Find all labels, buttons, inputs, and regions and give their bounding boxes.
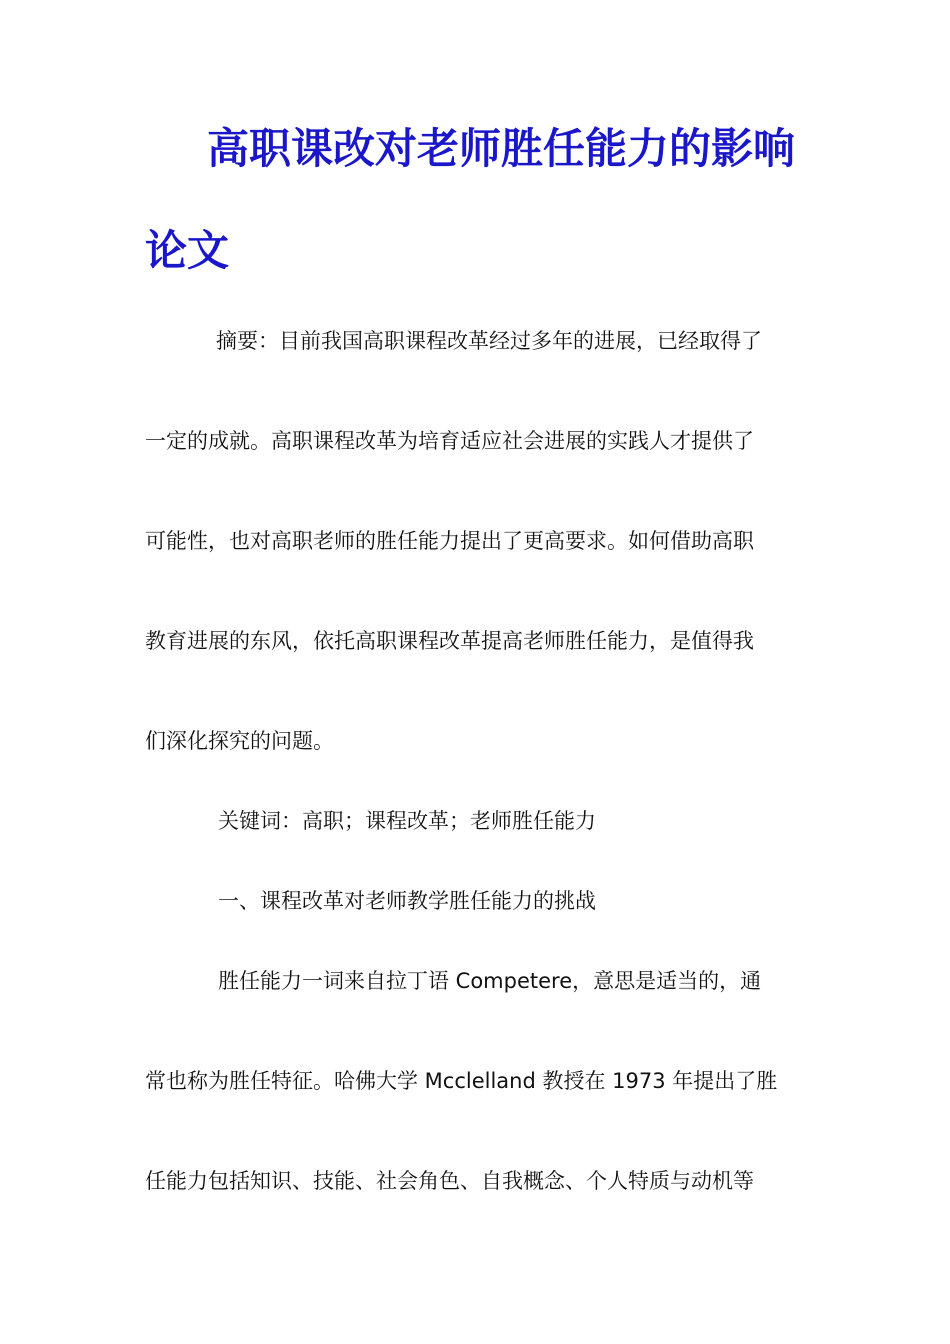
abstract-line-3: 可能性，也对高职老师的胜任能力提出了更高要求。如何借助高职 (145, 529, 754, 553)
abstract-line-4: 教育进展的东风，依托高职课程改革提高老师胜任能力，是值得我 (145, 629, 754, 653)
abstract-line-2: 一定的成就。高职课程改革为培育适应社会进展的实践人才提供了 (145, 429, 754, 453)
section-1-heading: 一、课程改革对老师教学胜任能力的挑战 (218, 889, 596, 913)
section-1-line-1: 胜任能力一词来自拉丁语 Competere，意思是适当的，通 (218, 969, 762, 993)
section-1-line-2: 常也称为胜任特征。哈佛大学 Mcclelland 教授在 1973 年提出了胜 (145, 1069, 778, 1093)
abstract-line-5: 们深化探究的问题。 (145, 729, 334, 753)
section-1-line-3: 任能力包括知识、技能、社会角色、自我概念、个人特质与动机等 (145, 1169, 754, 1193)
document-title-line-2: 论文 (145, 226, 230, 275)
abstract-line-1: 摘要：目前我国高职课程改革经过多年的进展，已经取得了 (216, 329, 762, 353)
document-title-line-1: 高职课改对老师胜任能力的影响 (207, 124, 796, 173)
keywords-line: 关键词：高职；课程改革；老师胜任能力 (218, 809, 596, 833)
